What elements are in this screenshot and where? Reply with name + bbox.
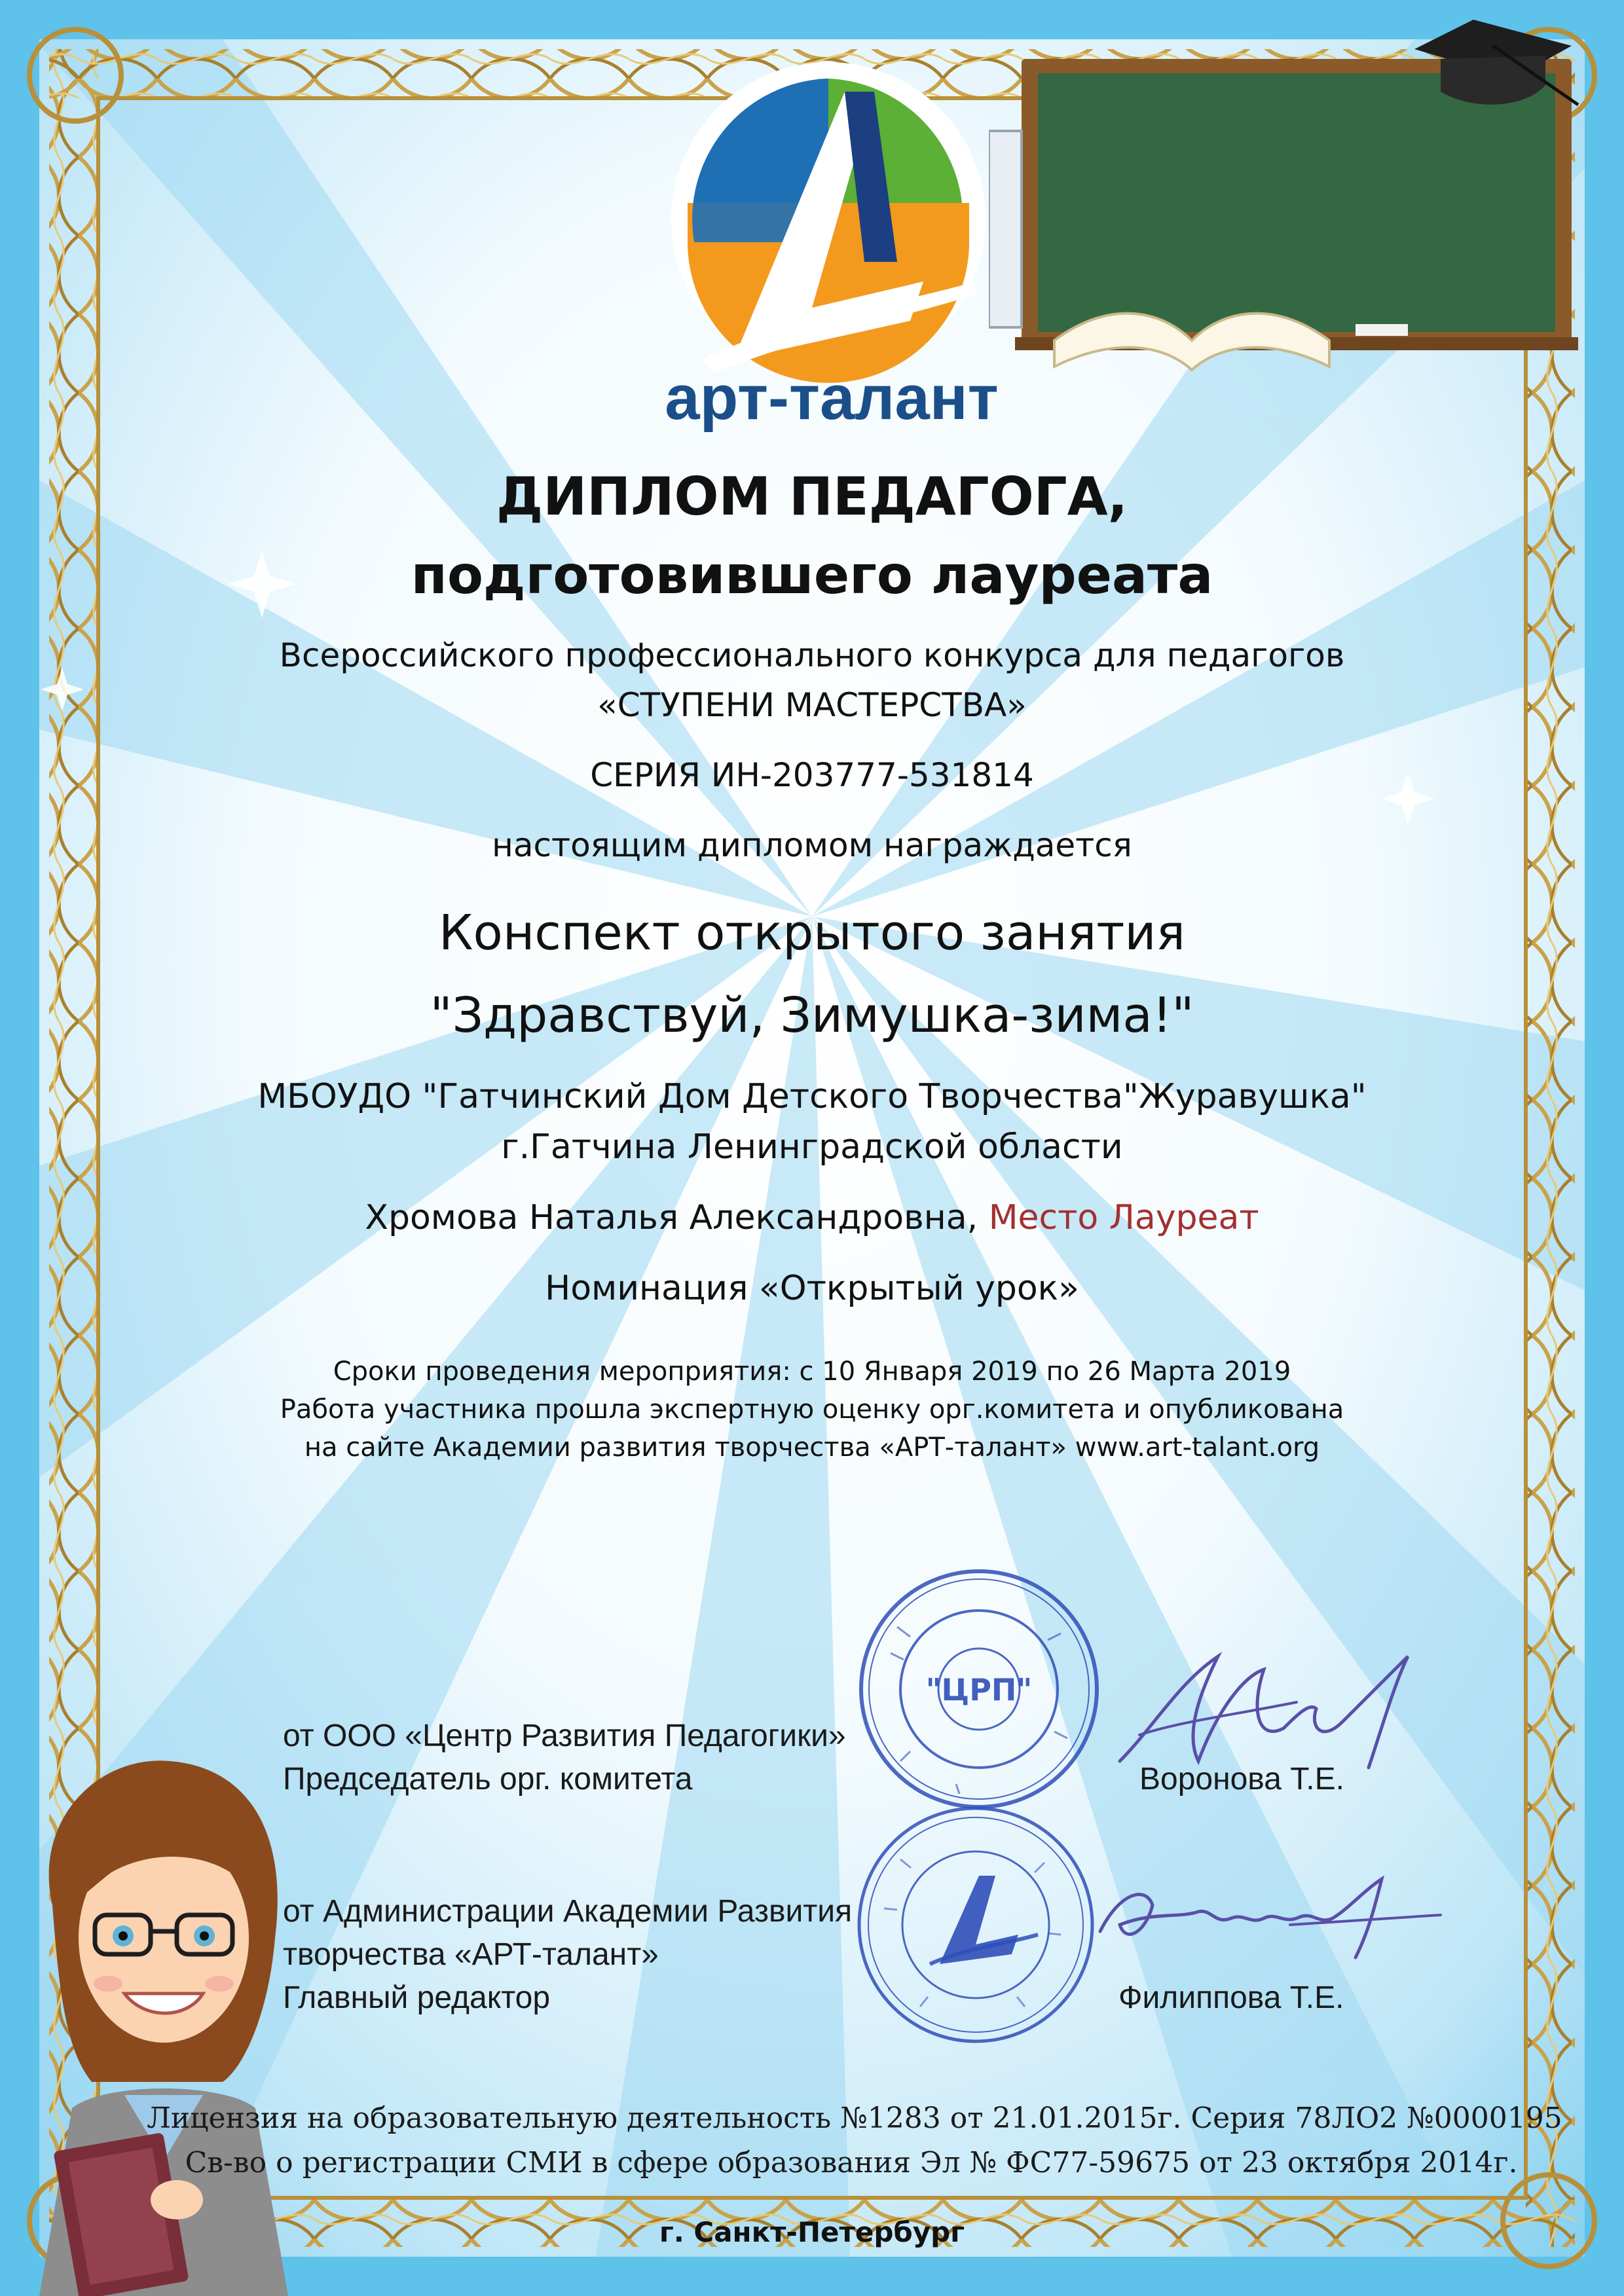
- art-talant-logo: [648, 46, 1015, 432]
- city: г. Санкт-Петербург: [659, 2216, 965, 2248]
- contest-name-line2: «СТУПЕНИ МАСТЕРСТВА»: [597, 686, 1027, 724]
- crp-stamp-label: "ЦРП": [925, 1672, 1033, 1707]
- issuer-1-role: Председатель орг. комитета: [283, 1762, 693, 1796]
- logo-wordmark: арт-талант: [665, 363, 999, 432]
- issuer-2-name: Филиппова Т.Е.: [1118, 1980, 1344, 2015]
- series-number: СЕРИЯ ИН-203777-531814: [590, 756, 1034, 794]
- recipient-place: Место Лауреат: [988, 1198, 1259, 1237]
- issuer-2-line2: творчества «АРТ-талант»: [283, 1937, 659, 1972]
- nomination: Номинация «Открытый урок»: [545, 1269, 1079, 1308]
- recipient: [0, 1198, 1624, 1237]
- organization-line2: г.Гатчина Ленинградской области: [501, 1127, 1123, 1167]
- work-title-line1: Конспект открытого занятия: [439, 905, 1185, 961]
- academy-logo-icon: [940, 1876, 1018, 1964]
- event-dates: Сроки проведения мероприятия: с 10 Января 2019 по 26 Марта 2019: [333, 1357, 1291, 1387]
- issuer-2-line1: от Администрации Академии Развития: [283, 1894, 853, 1929]
- evaluation-note-line2: на сайте Академии развития творчества «АРТ-талант» www.art-talant.org: [304, 1432, 1320, 1463]
- issuer-2-role: Главный редактор: [283, 1980, 551, 2015]
- license-info: Лицензия на образовательную деятельность №1283 от 21.01.2015г. Серия 78ЛО2 №0000195: [147, 2102, 1562, 2135]
- organization-line1: МБОУДО "Гатчинский Дом Детского Творчества"Журавушка": [257, 1077, 1367, 1116]
- issuer-1: от ООО «Центр Развития Педагогики»: [283, 1719, 846, 1753]
- academy-stamp: [848, 1797, 1103, 2052]
- issuer-1-name: Воронова Т.Е.: [1139, 1762, 1344, 1796]
- evaluation-note-line1: Работа участника прошла экспертную оценку орг.комитета и опубликована: [280, 1394, 1344, 1425]
- registration-info: Св-во о регистрации СМИ в сфере образования Эл № ФС77-59675 от 23 октября 2014г.: [185, 2146, 1518, 2179]
- work-title-line2: "Здравствуй, Зимушка-зима!": [430, 987, 1194, 1044]
- diploma-title: ДИПЛОМ ПЕДАГОГА,: [496, 466, 1128, 527]
- crp-stamp: [851, 1561, 1107, 1817]
- blackboard-illustration: [989, 0, 1598, 406]
- awarded-text: настоящим дипломом награждается: [492, 826, 1132, 864]
- contest-name-line1: Всероссийского профессионального конкурса для педагогов: [279, 636, 1345, 674]
- diploma-subtitle: подготовившего лауреата: [411, 545, 1213, 606]
- signature-filippova: [1074, 1853, 1447, 1984]
- recipient-name: Хромова Наталья Александровна,: [365, 1198, 978, 1237]
- teacher-illustration: [26, 1741, 301, 2296]
- signature-voronova: [1100, 1630, 1447, 1787]
